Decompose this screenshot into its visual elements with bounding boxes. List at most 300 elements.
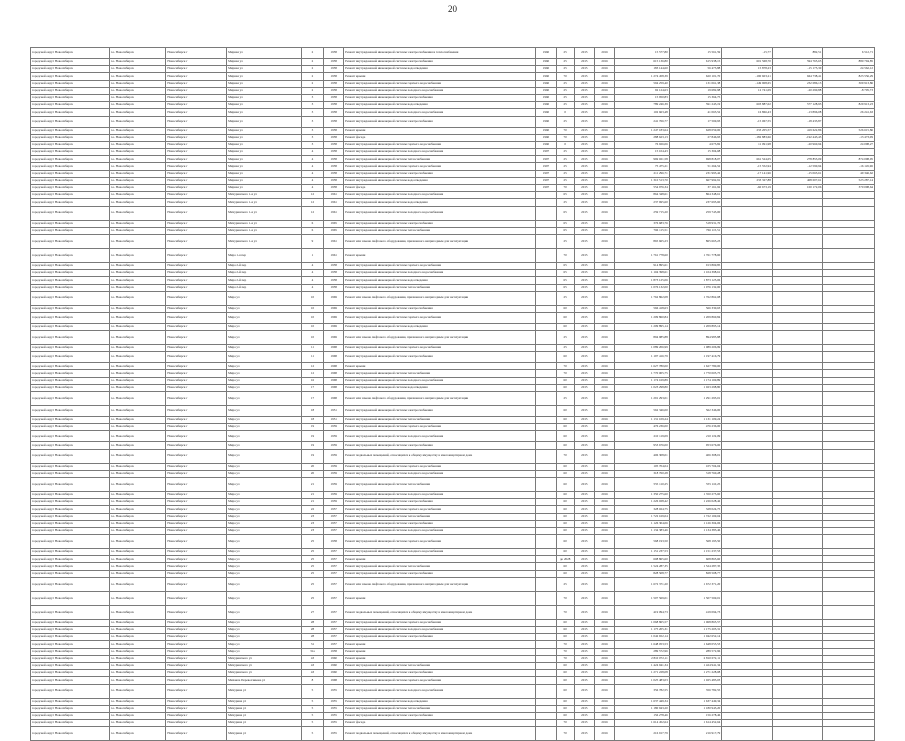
start-year-cell: 2015 <box>574 406 594 417</box>
cost-stage-2-cell: -190 603,21 <box>722 73 773 80</box>
cost-stage-2-cell <box>722 470 773 477</box>
end-year-cell: 2016 <box>594 627 614 634</box>
street-cell: Мира ул <box>227 392 302 406</box>
district-cell: г.о. Новосибирск <box>109 384 166 391</box>
cost-stage-4-cell: 370 098,64 <box>823 185 875 192</box>
work-type-cell: Ремонт внутридомовой инженерной системы водоотведения <box>344 698 536 705</box>
cost-stage-1-cell: 1 025 483,03 <box>669 677 722 684</box>
work-type-cell: Ремонт внутридомовой инженерной системы холодного водоснабжения <box>344 149 536 156</box>
house-number-cell: 3 <box>301 102 323 109</box>
cost-stage-2-cell <box>722 563 773 570</box>
start-year-cell: 2015 <box>574 563 594 570</box>
renovation-year-cell <box>536 463 556 470</box>
build-year-cell: 1958 <box>324 134 344 141</box>
build-year-cell: 1965 <box>324 220 344 227</box>
build-year-cell: 1969 <box>324 312 344 323</box>
cost-stage-1-cell: 56 473,88 <box>669 66 722 73</box>
cost-stage-2-cell <box>722 370 773 377</box>
total-cost-cell: 1 873 125,06 <box>615 277 670 284</box>
build-year-cell: 1957 <box>324 627 344 634</box>
city-cell: Новосибирск г <box>166 527 227 534</box>
cost-stage-2-cell: -15,77 <box>722 48 773 59</box>
cost-stage-1-cell: 698 818,07 <box>669 156 722 163</box>
cost-stage-2-cell <box>722 384 773 391</box>
house-number-cell: 17 <box>301 384 323 391</box>
cost-stage-1-cell: 105 704,04 <box>669 463 722 470</box>
cost-stage-2-cell <box>722 284 773 291</box>
cost-stage-4-cell <box>823 323 875 330</box>
cost-stage-4-cell <box>823 563 875 570</box>
cost-stage-3-cell <box>772 352 823 363</box>
end-year-cell: 2016 <box>594 406 614 417</box>
work-type-cell: Ремонт фасада <box>344 185 536 192</box>
end-year-cell: 2016 <box>594 345 614 352</box>
total-cost-cell: 376 683,76 <box>615 220 670 227</box>
municipality-cell: городской округ Новосибирск <box>31 192 110 199</box>
district-cell: г.о. Новосибирск <box>109 284 166 291</box>
municipality-cell: городской округ Новосибирск <box>31 312 110 323</box>
cost-stage-4-cell <box>823 499 875 506</box>
house-number-cell: 10 <box>301 291 323 305</box>
city-cell: Новосибирск г <box>166 424 227 431</box>
end-year-cell: 2016 <box>594 556 614 563</box>
cost-stage-4-cell <box>823 698 875 705</box>
cost-stage-3-cell: 882,51 <box>772 48 823 59</box>
cost-stage-2-cell: 16 866,43 <box>722 109 773 116</box>
city-cell: Новосибирск г <box>166 220 227 227</box>
cost-stage-1-cell: 628 059,00 <box>669 127 722 134</box>
end-year-cell: 2016 <box>594 185 614 192</box>
cost-stage-4-cell <box>823 684 875 698</box>
start-year-cell: 2015 <box>574 506 594 513</box>
wear-percent-cell: 25 <box>556 291 574 305</box>
street-cell: Мира ул <box>227 417 302 424</box>
municipality-cell: городской округ Новосибирск <box>31 477 110 491</box>
end-year-cell: 2016 <box>594 248 614 262</box>
end-year-cell: 2016 <box>594 720 614 727</box>
build-year-cell: 1958 <box>324 156 344 163</box>
cost-stage-1-cell: 156 278,46 <box>669 712 722 719</box>
renovation-year-cell <box>536 284 556 291</box>
cost-stage-4-cell: -8 705,73 <box>823 87 875 94</box>
wear-percent-cell: 65 <box>556 270 574 277</box>
cost-stage-1-cell: 1 131 109,24 <box>669 417 722 424</box>
end-year-cell: 2016 <box>594 527 614 534</box>
build-year-cell: 1957 <box>324 563 344 570</box>
city-cell: Новосибирск г <box>166 192 227 199</box>
municipality-cell: городской округ Новосибирск <box>31 605 110 619</box>
city-cell: Новосибирск г <box>166 352 227 363</box>
renovation-year-cell: 1997 <box>536 185 556 192</box>
start-year-cell: 2015 <box>574 556 594 563</box>
total-cost-cell: 102 663,48 <box>615 109 670 116</box>
district-cell: г.о. Новосибирск <box>109 712 166 719</box>
municipality-cell: городской округ Новосибирск <box>31 331 110 345</box>
cost-stage-4-cell: 49 346,62 <box>823 170 875 177</box>
total-cost-cell: 356 782,55 <box>615 684 670 698</box>
house-number-cell: 12 <box>301 206 323 220</box>
cost-stage-4-cell <box>823 94 875 101</box>
total-cost-cell: 419 094,73 <box>615 605 670 619</box>
district-cell: г.о. Новосибирск <box>109 206 166 220</box>
cost-stage-2-cell <box>722 270 773 277</box>
city-cell: Новосибирск г <box>166 66 227 73</box>
city-cell: Новосибирск г <box>166 80 227 87</box>
district-cell: г.о. Новосибирск <box>109 291 166 305</box>
build-year-cell: 1969 <box>324 291 344 305</box>
wear-percent-cell: 60 <box>556 424 574 431</box>
cost-stage-3-cell <box>772 677 823 684</box>
city-cell: Новосибирск г <box>166 563 227 570</box>
wear-percent-cell: 25 <box>556 199 574 206</box>
work-type-cell: Ремонт внутридомовой инженерной системы горячего водоснабжения <box>344 163 536 170</box>
build-year-cell: 1958 <box>324 262 344 269</box>
street-cell: Мира ул <box>227 331 302 345</box>
renovation-year-cell <box>536 491 556 498</box>
cost-stage-2-cell: 11 091,98 <box>722 141 773 148</box>
house-number-cell: 27 <box>301 605 323 619</box>
city-cell: Новосибирск г <box>166 549 227 556</box>
renovation-year-cell <box>536 570 556 577</box>
total-cost-cell: 1 761 778,60 <box>615 248 670 262</box>
build-year-cell: 1961 <box>324 206 344 220</box>
renovation-year-cell <box>536 417 556 424</box>
table-row <box>31 449 875 463</box>
end-year-cell: 2016 <box>594 177 614 184</box>
cost-stage-4-cell <box>823 655 875 662</box>
municipality-cell: городской округ Новосибирск <box>31 227 110 234</box>
table-row <box>31 170 875 177</box>
district-cell: г.о. Новосибирск <box>109 670 166 677</box>
cost-stage-2-cell <box>722 720 773 727</box>
municipality-cell: городской округ Новосибирск <box>31 284 110 291</box>
end-year-cell: 2016 <box>594 48 614 59</box>
cost-stage-1-cell: 15 364,75 <box>669 94 722 101</box>
cost-stage-2-cell <box>722 442 773 449</box>
cost-stage-3-cell <box>772 305 823 312</box>
street-cell: Мира ул <box>227 570 302 577</box>
cost-stage-3-cell: -20 290,88 <box>772 87 823 94</box>
wear-percent-cell: 25 <box>556 392 574 406</box>
total-cost-cell: 318 760,28 <box>615 470 670 477</box>
municipality-cell: городской округ Новосибирск <box>31 499 110 506</box>
street-cell: Мичурина ул <box>227 698 302 705</box>
wear-percent-cell: 25 <box>556 170 574 177</box>
work-type-cell: Ремонт внутридомовой инженерной системы электроснабжения <box>344 712 536 719</box>
district-cell: г.о. Новосибирск <box>109 312 166 323</box>
cost-stage-2-cell <box>722 499 773 506</box>
street-cell: Мира ул <box>227 527 302 534</box>
wear-percent-cell: 60 <box>556 527 574 534</box>
cost-stage-4-cell <box>823 227 875 234</box>
municipality-cell: городской округ Новосибирск <box>31 535 110 549</box>
start-year-cell: 2015 <box>574 199 594 206</box>
start-year-cell: 2015 <box>574 520 594 527</box>
wear-percent-cell: 70 <box>556 185 574 192</box>
house-number-cell: 2 <box>301 73 323 80</box>
work-type-cell: Ремонт внутридомовой инженерной системы электроснабжения <box>344 670 536 677</box>
house-number-cell: 21 <box>301 477 323 491</box>
city-cell: Новосибирск г <box>166 305 227 312</box>
table-row <box>31 535 875 549</box>
street-cell: Мира ул <box>227 431 302 442</box>
start-year-cell: 2015 <box>574 284 594 291</box>
end-year-cell: 2016 <box>594 262 614 269</box>
house-number-cell: 9 <box>301 234 323 248</box>
wear-percent-cell: 60 <box>556 406 574 417</box>
cost-stage-1-cell: 518 931,70 <box>669 220 722 227</box>
cost-stage-4-cell <box>823 234 875 248</box>
table-row <box>31 477 875 491</box>
cost-stage-1-cell: 1 209 860,84 <box>669 312 722 323</box>
work-type-cell: Ремонт внутридомовой инженерной системы теплоснабжения <box>344 370 536 377</box>
street-cell: Мирная ул <box>227 87 302 94</box>
cost-stage-3-cell <box>772 449 823 463</box>
wear-percent-cell: 70 <box>556 727 574 741</box>
cost-stage-3-cell <box>772 477 823 491</box>
work-type-cell: Ремонт подвальных помещений, относящихся к общему имуществу в многоквартирном доме <box>344 727 536 741</box>
table-row <box>31 677 875 684</box>
street-cell: Мира ул <box>227 449 302 463</box>
wear-percent-cell: 60 <box>556 305 574 312</box>
cost-stage-3-cell <box>772 570 823 577</box>
city-cell: Новосибирск г <box>166 677 227 684</box>
build-year-cell: 1957 <box>324 556 344 563</box>
table-row <box>31 185 875 192</box>
start-year-cell: 2015 <box>574 48 594 59</box>
district-cell: г.о. Новосибирск <box>109 102 166 109</box>
cost-stage-3-cell: 278 853,09 <box>772 156 823 163</box>
street-cell: Мира 2-й пер <box>227 284 302 291</box>
work-type-cell: Ремонт подвальных помещений, относящихся к общему имуществу в многоквартирном доме <box>344 449 536 463</box>
cost-stage-4-cell <box>823 506 875 513</box>
cost-stage-2-cell <box>722 677 773 684</box>
table-row <box>31 192 875 199</box>
cost-stage-3-cell: -12 590,94 <box>772 163 823 170</box>
cost-stage-2-cell <box>722 449 773 463</box>
total-cost-cell: 211 296,71 <box>615 170 670 177</box>
street-cell: Мира ул <box>227 291 302 305</box>
house-number-cell: 21 <box>301 499 323 506</box>
cost-stage-1-cell: 2 810 072,11 <box>669 655 722 662</box>
end-year-cell: 2016 <box>594 102 614 109</box>
district-cell: г.о. Новосибирск <box>109 262 166 269</box>
cost-stage-2-cell <box>722 377 773 384</box>
cost-stage-4-cell <box>823 431 875 442</box>
table-row <box>31 520 875 527</box>
municipality-cell: городской округ Новосибирск <box>31 323 110 330</box>
municipality-cell: городской округ Новосибирск <box>31 392 110 406</box>
municipality-cell: городской округ Новосибирск <box>31 80 110 87</box>
street-cell: Мира ул <box>227 513 302 520</box>
cost-stage-3-cell <box>772 199 823 206</box>
cost-stage-3-cell: -15 063,61 <box>772 170 823 177</box>
start-year-cell: 2015 <box>574 634 594 641</box>
cost-stage-4-cell <box>823 220 875 227</box>
house-number-cell: 4 <box>301 163 323 170</box>
cost-stage-1-cell: 591 243,19 <box>669 102 722 109</box>
build-year-cell: 1960 <box>324 655 344 662</box>
cost-stage-1-cell: 1 761 778,60 <box>669 248 722 262</box>
house-number-cell: 4 <box>301 177 323 184</box>
build-year-cell: 1955 <box>324 698 344 705</box>
street-cell: Мира ул <box>227 377 302 384</box>
municipality-cell: городской округ Новосибирск <box>31 177 110 184</box>
district-cell: г.о. Новосибирск <box>109 491 166 498</box>
wear-percent-cell: 25 <box>556 177 574 184</box>
table-row <box>31 431 875 442</box>
city-cell: Новосибирск г <box>166 384 227 391</box>
end-year-cell: 2016 <box>594 370 614 377</box>
city-cell: Новосибирск г <box>166 377 227 384</box>
street-cell: Мирная ул <box>227 134 302 141</box>
end-year-cell: 2016 <box>594 392 614 406</box>
district-cell: г.о. Новосибирск <box>109 177 166 184</box>
work-type-cell: Ремонт внутридомовой инженерной системы горячего водоснабжения <box>344 677 536 684</box>
build-year-cell: 1959 <box>324 477 344 491</box>
municipality-cell: городской округ Новосибирск <box>31 73 110 80</box>
cost-stage-3-cell <box>772 577 823 591</box>
start-year-cell: 2015 <box>574 619 594 626</box>
cost-stage-4-cell: 26 241,63 <box>823 109 875 116</box>
build-year-cell: 1957 <box>324 506 344 513</box>
street-cell: Мира ул <box>227 648 302 655</box>
total-cost-cell: 1 174 169,89 <box>615 377 670 384</box>
cost-stage-4-cell: 523 287,14 <box>823 177 875 184</box>
cost-stage-1-cell: 608 865,60 <box>669 556 722 563</box>
end-year-cell: 2016 <box>594 116 614 127</box>
cost-stage-1-cell: 1 175 205,31 <box>669 627 722 634</box>
street-cell: Мирная ул <box>227 73 302 80</box>
renovation-year-cell <box>536 527 556 534</box>
start-year-cell: 2015 <box>574 549 594 556</box>
cost-stage-1-cell: 1 291 293,01 <box>669 392 722 406</box>
start-year-cell: 2015 <box>574 370 594 377</box>
start-year-cell: 2015 <box>574 185 594 192</box>
cost-stage-3-cell <box>772 149 823 156</box>
street-cell: Мирная ул <box>227 185 302 192</box>
total-cost-cell: 105 704,04 <box>615 463 670 470</box>
start-year-cell: 2015 <box>574 463 594 470</box>
total-cost-cell: 615 136,80 <box>615 59 670 66</box>
cost-stage-4-cell <box>823 520 875 527</box>
cost-stage-4-cell <box>823 248 875 262</box>
municipality-cell: городской округ Новосибирск <box>31 570 110 577</box>
cost-stage-3-cell: -192 443,43 <box>772 134 823 141</box>
district-cell: г.о. Новосибирск <box>109 655 166 662</box>
start-year-cell: 2015 <box>574 345 594 352</box>
cost-stage-3-cell <box>772 655 823 662</box>
cost-stage-1-cell: 17 569,93 <box>669 116 722 127</box>
house-number-cell: 18 <box>301 417 323 424</box>
work-type-cell: Ремонт внутридомовой инженерной системы теплоснабжения <box>344 563 536 570</box>
work-type-cell: Ремонт крыши <box>344 127 536 134</box>
build-year-cell: 1961 <box>324 199 344 206</box>
total-cost-cell: 1 637 449,34 <box>615 698 670 705</box>
total-cost-cell: 1 424 941,34 <box>615 662 670 669</box>
build-year-cell: 1968 <box>324 363 344 370</box>
end-year-cell: 2016 <box>594 149 614 156</box>
district-cell: г.о. Новосибирск <box>109 424 166 431</box>
work-type-cell: Ремонт внутридомовой инженерной системы электроснабжения <box>344 352 536 363</box>
build-year-cell: 1957 <box>324 527 344 534</box>
start-year-cell: 2015 <box>574 449 594 463</box>
table-row <box>31 134 875 141</box>
renovation-year-cell <box>536 605 556 619</box>
repair-schedule-sheet <box>30 47 875 741</box>
cost-stage-4-cell: 823 556,29 <box>823 73 875 80</box>
total-cost-cell: 594 259,40 <box>615 80 670 87</box>
work-type-cell: Ремонт крыши <box>344 363 536 370</box>
cost-stage-1-cell: 1 174 169,89 <box>669 377 722 384</box>
start-year-cell: 2015 <box>574 392 594 406</box>
total-cost-cell: 289 572,96 <box>615 648 670 655</box>
cost-stage-3-cell <box>772 417 823 424</box>
total-cost-cell: 241 766,77 <box>615 116 670 127</box>
cost-stage-4-cell <box>823 305 875 312</box>
cost-stage-3-cell: 419 622,86 <box>772 127 823 134</box>
end-year-cell: 2016 <box>594 59 614 66</box>
cost-stage-4-cell <box>823 149 875 156</box>
end-year-cell: 2016 <box>594 634 614 641</box>
end-year-cell: 2016 <box>594 109 614 116</box>
table-row <box>31 270 875 277</box>
house-number-cell: 43 <box>301 662 323 669</box>
wear-percent-cell: 70 <box>556 641 574 648</box>
wear-percent-cell: 25 <box>556 48 574 59</box>
cost-stage-4-cell <box>823 577 875 591</box>
cost-stage-4-cell: 526 615,86 <box>823 127 875 134</box>
total-cost-cell: 406 308,01 <box>615 449 670 463</box>
cost-stage-2-cell <box>722 94 773 101</box>
cost-stage-3-cell <box>772 227 823 234</box>
district-cell: г.о. Новосибирск <box>109 127 166 134</box>
table-row <box>31 305 875 312</box>
start-year-cell: 2015 <box>574 127 594 134</box>
work-type-cell: Ремонт крыши <box>344 641 536 648</box>
district-cell: г.о. Новосибирск <box>109 520 166 527</box>
street-cell: Мира ул <box>227 442 302 449</box>
total-cost-cell: 1 089 206,99 <box>615 345 670 352</box>
build-year-cell: 1955 <box>324 720 344 727</box>
cost-stage-1-cell: 615 938,15 <box>669 59 722 66</box>
cost-stage-4-cell: 24 098,27 <box>823 141 875 148</box>
street-cell: Мира ул <box>227 605 302 619</box>
renovation-year-cell <box>536 470 556 477</box>
build-year-cell: 1958 <box>324 80 344 87</box>
build-year-cell: 1957 <box>324 570 344 577</box>
cost-stage-2-cell <box>722 424 773 431</box>
work-type-cell: Ремонт или замена лифтового оборудования, признанного непригодным для эксплуатации <box>344 392 536 406</box>
city-cell: Новосибирск г <box>166 712 227 719</box>
table-row <box>31 463 875 470</box>
renovation-year-cell <box>536 627 556 634</box>
municipality-cell: городской округ Новосибирск <box>31 470 110 477</box>
end-year-cell: 2016 <box>594 563 614 570</box>
renovation-year-cell <box>536 424 556 431</box>
end-year-cell: 2016 <box>594 284 614 291</box>
table-row <box>31 727 875 741</box>
total-cost-cell: 1 524 287,35 <box>615 563 670 570</box>
start-year-cell: 2015 <box>574 577 594 591</box>
table-row <box>31 116 875 127</box>
municipality-cell: городской округ Новосибирск <box>31 424 110 431</box>
street-cell: Мира ул <box>227 563 302 570</box>
district-cell: г.о. Новосибирск <box>109 234 166 248</box>
build-year-cell: 1958 <box>324 116 344 127</box>
work-type-cell: Ремонт внутридомовой инженерной системы электроснабжения <box>344 442 536 449</box>
city-cell: Новосибирск г <box>166 156 227 163</box>
